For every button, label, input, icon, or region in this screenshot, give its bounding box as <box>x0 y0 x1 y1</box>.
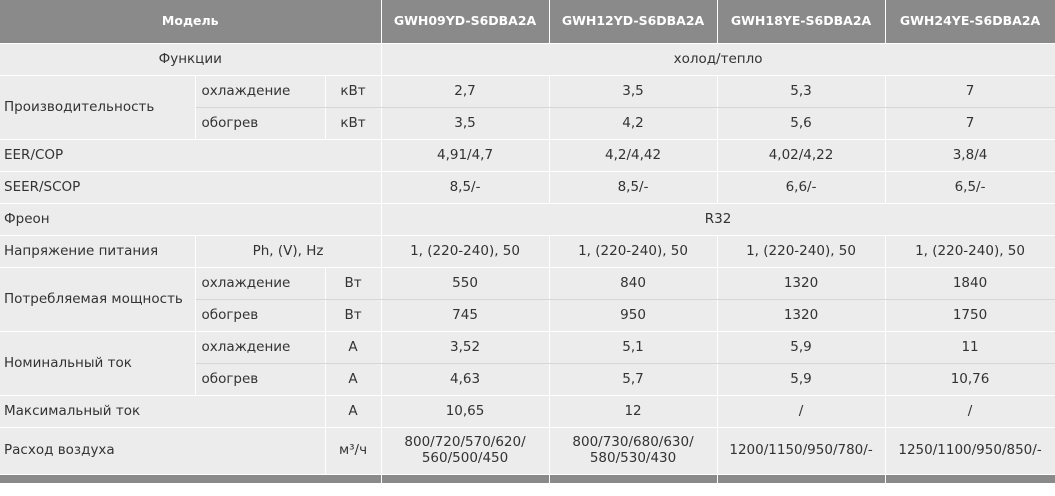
functions-label: Функции <box>0 44 381 76</box>
rated-current-cooling-row <box>0 332 1055 364</box>
capacity-cooling-value: 3,5 <box>549 76 717 108</box>
footer-bar-cell <box>549 475 717 484</box>
rated-current-label: Номинальный ток <box>0 332 195 396</box>
capacity-heating-value: 5,6 <box>717 108 885 140</box>
power-consumption-heating-mode: обогрев <box>195 300 325 332</box>
capacity-cooling-mode: охлаждение <box>195 76 325 108</box>
eer-cop-value: 4,02/4,22 <box>717 140 885 172</box>
capacity-cooling-row <box>0 76 1055 108</box>
power-supply-value: 1, (220-240), 50 <box>549 236 717 268</box>
rated-current-cooling-value: 5,9 <box>717 332 885 364</box>
max-current-row <box>0 396 1055 428</box>
model-column-1: GWH09YD-S6DBA2A <box>381 0 549 44</box>
rated-current-heating-value: 10,76 <box>885 364 1055 396</box>
power-consumption-cooling-unit: Вт <box>325 268 381 300</box>
capacity-heating-value: 7 <box>885 108 1055 140</box>
rated-current-cooling-unit: A <box>325 332 381 364</box>
eer-cop-row <box>0 140 1055 172</box>
max-current-value: / <box>717 396 885 428</box>
capacity-heating-unit: кВт <box>325 108 381 140</box>
capacity-heating-value: 4,2 <box>549 108 717 140</box>
power-consumption-heating-value: 950 <box>549 300 717 332</box>
power-consumption-cooling-value: 1840 <box>885 268 1055 300</box>
airflow-value: 1200/1150/950/780/- <box>717 428 885 475</box>
power-supply-unit: Ph, (V), Hz <box>195 236 381 268</box>
airflow-value: 800/730/680/630/ 580/530/430 <box>549 428 717 475</box>
max-current-unit: A <box>325 396 381 428</box>
max-current-value: 12 <box>549 396 717 428</box>
footer-bar-cell <box>0 475 381 484</box>
rated-current-cooling-value: 3,52 <box>381 332 549 364</box>
rated-current-cooling-value: 11 <box>885 332 1055 364</box>
model-column-3: GWH18YE-S6DBA2A <box>717 0 885 44</box>
airflow-label: Расход воздуха <box>0 428 325 475</box>
refrigerant-row <box>0 204 1055 236</box>
capacity-heating-value: 3,5 <box>381 108 549 140</box>
footer-bar-cell <box>885 475 1055 484</box>
rated-current-heating-value: 5,9 <box>717 364 885 396</box>
eer-cop-value: 4,2/4,42 <box>549 140 717 172</box>
power-consumption-cooling-mode: охлаждение <box>195 268 325 300</box>
footer-bar <box>0 475 1055 484</box>
power-consumption-heating-unit: Вт <box>325 300 381 332</box>
power-consumption-cooling-row <box>0 268 1055 300</box>
rated-current-heating-mode: обогрев <box>195 364 325 396</box>
power-consumption-heating-value: 745 <box>381 300 549 332</box>
footer-bar-cell <box>717 475 885 484</box>
airflow-value: 800/720/570/620/ 560/500/450 <box>381 428 549 475</box>
power-supply-value: 1, (220-240), 50 <box>717 236 885 268</box>
rated-current-heating-value: 4,63 <box>381 364 549 396</box>
airflow-unit: м³/ч <box>325 428 381 475</box>
capacity-cooling-value: 2,7 <box>381 76 549 108</box>
rated-current-cooling-mode: охлаждение <box>195 332 325 364</box>
max-current-label: Максимальный ток <box>0 396 325 428</box>
power-supply-value: 1, (220-240), 50 <box>381 236 549 268</box>
model-column-2: GWH12YD-S6DBA2A <box>549 0 717 44</box>
capacity-heating-mode: обогрев <box>195 108 325 140</box>
power-consumption-heating-value: 1750 <box>885 300 1055 332</box>
refrigerant-label: Фреон <box>0 204 381 236</box>
capacity-cooling-value: 5,3 <box>717 76 885 108</box>
capacity-cooling-value: 7 <box>885 76 1055 108</box>
functions-value: холод/тепло <box>381 44 1055 76</box>
seer-scop-label: SEER/SCOP <box>0 172 381 204</box>
airflow-row <box>0 428 1055 475</box>
seer-scop-value: 8,5/- <box>381 172 549 204</box>
capacity-label: Производительность <box>0 76 195 140</box>
max-current-value: / <box>885 396 1055 428</box>
eer-cop-value: 4,91/4,7 <box>381 140 549 172</box>
seer-scop-row <box>0 172 1055 204</box>
power-consumption-cooling-value: 550 <box>381 268 549 300</box>
max-current-value: 10,65 <box>381 396 549 428</box>
seer-scop-value: 8,5/- <box>549 172 717 204</box>
footer-bar-cell <box>381 475 549 484</box>
capacity-cooling-unit: кВт <box>325 76 381 108</box>
eer-cop-value: 3,8/4 <box>885 140 1055 172</box>
rated-current-heating-unit: A <box>325 364 381 396</box>
rated-current-cooling-value: 5,1 <box>549 332 717 364</box>
model-header: Модель <box>0 0 381 44</box>
power-consumption-cooling-value: 840 <box>549 268 717 300</box>
seer-scop-value: 6,6/- <box>717 172 885 204</box>
power-supply-label: Напряжение питания <box>0 236 195 268</box>
eer-cop-label: EER/COP <box>0 140 381 172</box>
power-consumption-heating-value: 1320 <box>717 300 885 332</box>
power-consumption-cooling-value: 1320 <box>717 268 885 300</box>
power-supply-row <box>0 236 1055 268</box>
power-supply-value: 1, (220-240), 50 <box>885 236 1055 268</box>
power-consumption-label: Потребляемая мощность <box>0 268 195 332</box>
airflow-value: 1250/1100/950/850/- <box>885 428 1055 475</box>
seer-scop-value: 6,5/- <box>885 172 1055 204</box>
header-row <box>0 0 1055 44</box>
model-column-4: GWH24YE-S6DBA2A <box>885 0 1055 44</box>
functions-row <box>0 44 1055 76</box>
refrigerant-value: R32 <box>381 204 1055 236</box>
rated-current-heating-value: 5,7 <box>549 364 717 396</box>
